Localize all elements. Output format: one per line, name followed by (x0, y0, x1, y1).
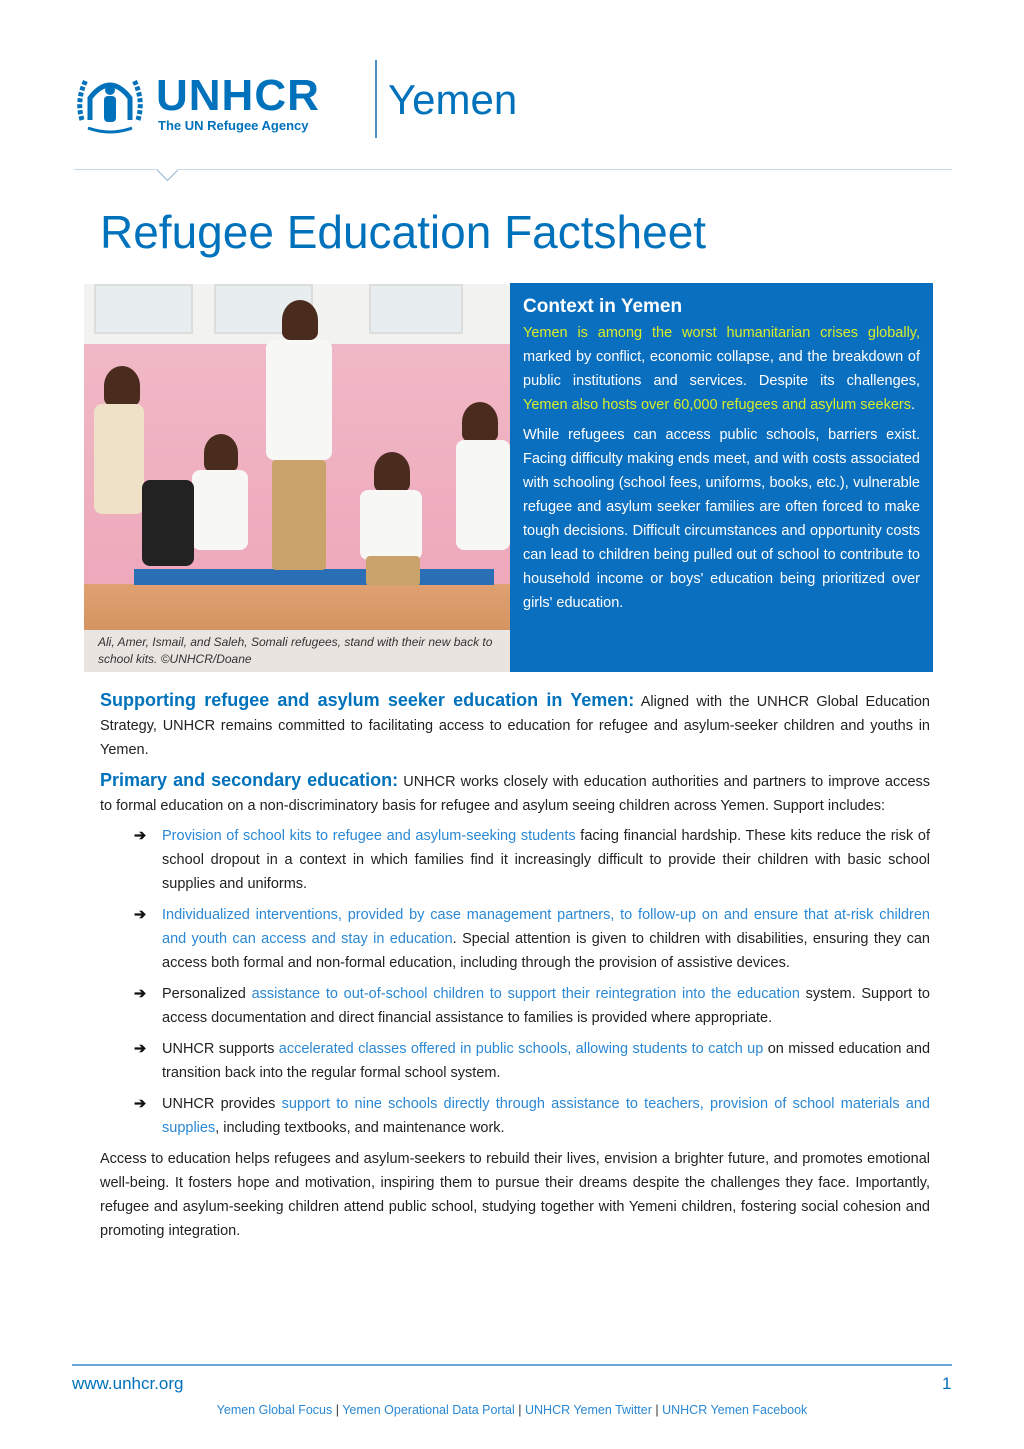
separator: | (514, 1403, 525, 1417)
context-paragraph-2: While refugees can access public schools, barriers exist. Facing difficulty making ends meet, and with costs associated with schooling (school fees, uniforms, books, etc.), vulnerable refugee and asylum seeker families are often forced to make tough decisions. Difficult circumstances and opportunity costs can lead to children being pulled out of school to contribute to household income or boys' education being prioritized over girls' education. (523, 427, 920, 611)
supporting-paragraph (100, 688, 930, 762)
chevron-down-icon (157, 160, 178, 181)
context-heading: Context in Yemen (523, 296, 683, 317)
body-text: UNHCR supports (162, 1041, 279, 1057)
section-heading: Supporting refugee and asylum seeker education in Yemen: (100, 690, 635, 710)
window (94, 284, 193, 334)
website-link[interactable]: www.unhcr.org (72, 1374, 184, 1393)
child (456, 440, 510, 550)
highlight-text: Yemen is among the worst humanitarian crises globally, (523, 325, 920, 341)
child (374, 452, 410, 492)
photo-caption: Ali, Amer, Ismail, and Saleh, Somali refugees, stand with their new back to school kits. ©UNHCR/Doane (84, 630, 510, 672)
logo-tagline: The UN Refugee Agency (158, 118, 309, 133)
child (104, 366, 140, 406)
support-list (100, 824, 930, 1140)
child (360, 490, 422, 560)
footer-link-data-portal[interactable]: Yemen Operational Data Portal (342, 1403, 515, 1417)
context-box (510, 283, 933, 672)
section-heading: Primary and secondary education: (100, 770, 399, 790)
body-text: , including textbooks, and maintenance work. (215, 1120, 505, 1136)
separator: | (332, 1403, 343, 1417)
body-text: . (910, 397, 916, 413)
logo-wordmark: UNHCR (156, 71, 320, 120)
child (266, 340, 332, 460)
body-text: . Special attention is given to children with disabilities, ensuring they can access both formal and non-formal education, including through the provision of assistive devices. (162, 931, 930, 971)
body-text: marked by conflict, economic collapse, and the breakdown of public institutions and services. Despite its challenges, (523, 349, 920, 389)
body-text: UNHCR provides (162, 1096, 282, 1112)
inline-link[interactable]: Individualized interventions, provided by case management partners, to follow-up on and ensure that at-risk children and youth can access and stay in education (162, 907, 930, 947)
arrow-right-icon: ➔ (134, 1096, 147, 1112)
page-number: 1 (942, 1374, 952, 1393)
body-text: Personalized (162, 986, 252, 1002)
main-content (100, 688, 930, 1249)
backpack (142, 480, 194, 566)
footer-link-facebook[interactable]: UNHCR Yemen Facebook (662, 1403, 808, 1417)
body-text: system. Support to access documentation and direct financial assistance to families is provided where appropriate. (162, 986, 930, 1026)
header-divider (375, 60, 377, 138)
list-item (100, 1037, 930, 1085)
list-item (100, 982, 930, 1030)
arrow-right-icon: ➔ (134, 828, 147, 844)
child (366, 556, 420, 586)
child (282, 300, 318, 340)
inline-link[interactable]: Provision of school kits to refugee and asylum-seeking students (162, 828, 576, 844)
body-text: UNHCR works closely with education authorities and partners to improve access to formal education on a non-discriminatory basis for refugee and asylum seeing children across Yemen. Support includes: (100, 774, 931, 814)
arrow-right-icon: ➔ (134, 1041, 147, 1057)
primary-paragraph (100, 768, 930, 818)
arrow-right-icon: ➔ (134, 986, 147, 1002)
child (272, 460, 326, 570)
highlight-text: Yemen also hosts over 60,000 refugees and asylum seekers (523, 397, 911, 413)
body-text: on missed education and transition back into the regular formal school system. (162, 1041, 931, 1081)
footer-links (0, 1403, 1024, 1417)
arrow-right-icon: ➔ (134, 907, 147, 923)
separator: | (651, 1403, 663, 1417)
list-item (100, 824, 930, 896)
closing-paragraph: Access to education helps refugees and asylum-seekers to rebuild their lives, envision a brighter future, and promotes emotional well-being. It fosters hope and motivation, inspiring them to pursue their dreams despite the challenges they face. Importantly, refugee and asylum-seeking children attend public school, studying together with Yemeni children, fostering social cohesion and promoting integration. (100, 1151, 930, 1239)
body-text: facing financial hardship. These kits reduce the risk of school dropout in a context in which families find it increasingly difficult to provide their children with basic school supplies and uniforms. (162, 828, 930, 892)
footer-link-global-focus[interactable]: Yemen Global Focus (216, 1403, 333, 1417)
footer-link-twitter[interactable]: UNHCR Yemen Twitter (524, 1403, 652, 1417)
context-paragraph-1 (523, 321, 920, 417)
page-title: Refugee Education Factsheet (100, 206, 707, 258)
inline-link[interactable]: support to nine schools directly through assistance to teachers, provision of school materials and supplies (162, 1096, 930, 1136)
inline-link[interactable]: accelerated classes offered in public schools, allowing students to catch up (278, 1041, 764, 1057)
body-text: Aligned with the UNHCR Global Education Strategy, UNHCR remains committed to facilitating access to education for refugee and asylum-seeker children and youths in Yemen. (100, 694, 930, 758)
footer-rule (72, 1364, 952, 1366)
child (192, 470, 248, 550)
child (204, 434, 238, 472)
children-photo (84, 284, 510, 672)
country-name: Yemen (388, 76, 518, 123)
list-item (100, 1092, 930, 1140)
list-item (100, 903, 930, 975)
unhcr-emblem-icon (74, 70, 146, 134)
bench (134, 569, 494, 585)
child (94, 404, 144, 514)
header-rule (74, 169, 952, 170)
inline-link[interactable]: assistance to out-of-school children to support their reintegration into the education (251, 986, 800, 1002)
window (369, 284, 463, 334)
child (462, 402, 498, 442)
